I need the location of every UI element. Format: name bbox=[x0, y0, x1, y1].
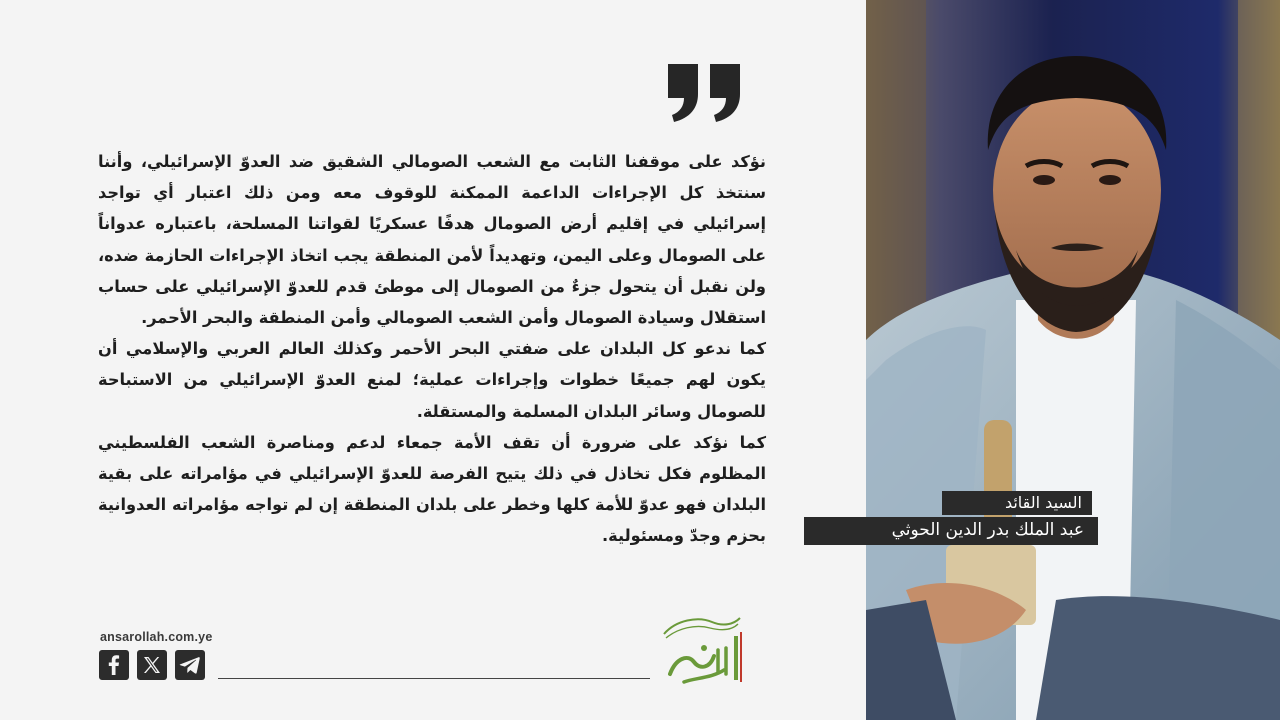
caption-title: السيد القائد bbox=[942, 491, 1092, 515]
facebook-button[interactable] bbox=[99, 650, 129, 680]
quote-paragraph-1: نؤكد على موقفنا الثابت مع الشعب الصومالي الشقيق ضد العدوّ الإسرائيلي، وأننا سنتخذ كل الإجراءات الداعمة الممكنة للوقوف معه ومن ذلك اعتبار أي تواجد إسرائيلي في إقليم أرض الصومال هدفًا عسكريًا لقواتنا المسلحة، باعتباره عدواناً على الصومال وعلى اليمن، وتهديداً لأمن المنطقة يجب اتخاذ الإجراءات الحازمة ضده، ولن نقبل أن يتحول جزءٌ من الصومال إلى موطئ قدم للعدوّ الإسرائيلي على حساب استقلال وسيادة الصومال وأمن الشعب الصومالي وأمن المنطقة والبحر الأحمر. bbox=[98, 152, 766, 328]
website-link[interactable]: ansarollah.com.ye bbox=[100, 630, 213, 644]
portrait-image bbox=[866, 0, 1280, 720]
ansarullah-logo bbox=[654, 612, 746, 690]
facebook-icon bbox=[99, 650, 129, 680]
x-twitter-button[interactable] bbox=[137, 650, 167, 680]
caption-name: عبد الملك بدر الدين الحوثي bbox=[804, 517, 1098, 545]
quote-paragraph-2: كما ندعو كل البلدان على ضفتي البحر الأحمر وكذلك العالم العربي والإسلامي أن يكون لهم جميعًا خطوات وإجراءات عملية؛ لمنع العدوّ الإسرائيلي من الاستباحة للصومال وسائر البلدان المسلمة والمستقلة. bbox=[98, 339, 766, 421]
quotation-mark-icon bbox=[664, 60, 744, 124]
quote-paragraph-3: كما نؤكد على ضرورة أن تقف الأمة جمعاء لدعم ومناصرة الشعب الفلسطيني المظلوم فكل تخاذل في ذلك يتيح الفرصة للعدوّ الإسرائيلي في مؤامراته على بقية البلدان فهو عدوّ للأمة كلها وخطر على بلدان المنطقة إن لم تواجه مؤامراته العدوانية بحزم وجدّ ومسئولية. bbox=[98, 432, 766, 546]
portrait-photo bbox=[866, 0, 1280, 720]
x-twitter-icon bbox=[137, 650, 167, 680]
telegram-button[interactable] bbox=[175, 650, 205, 680]
footer-divider bbox=[218, 678, 650, 679]
telegram-icon bbox=[175, 650, 205, 680]
quote-text bbox=[98, 146, 766, 552]
